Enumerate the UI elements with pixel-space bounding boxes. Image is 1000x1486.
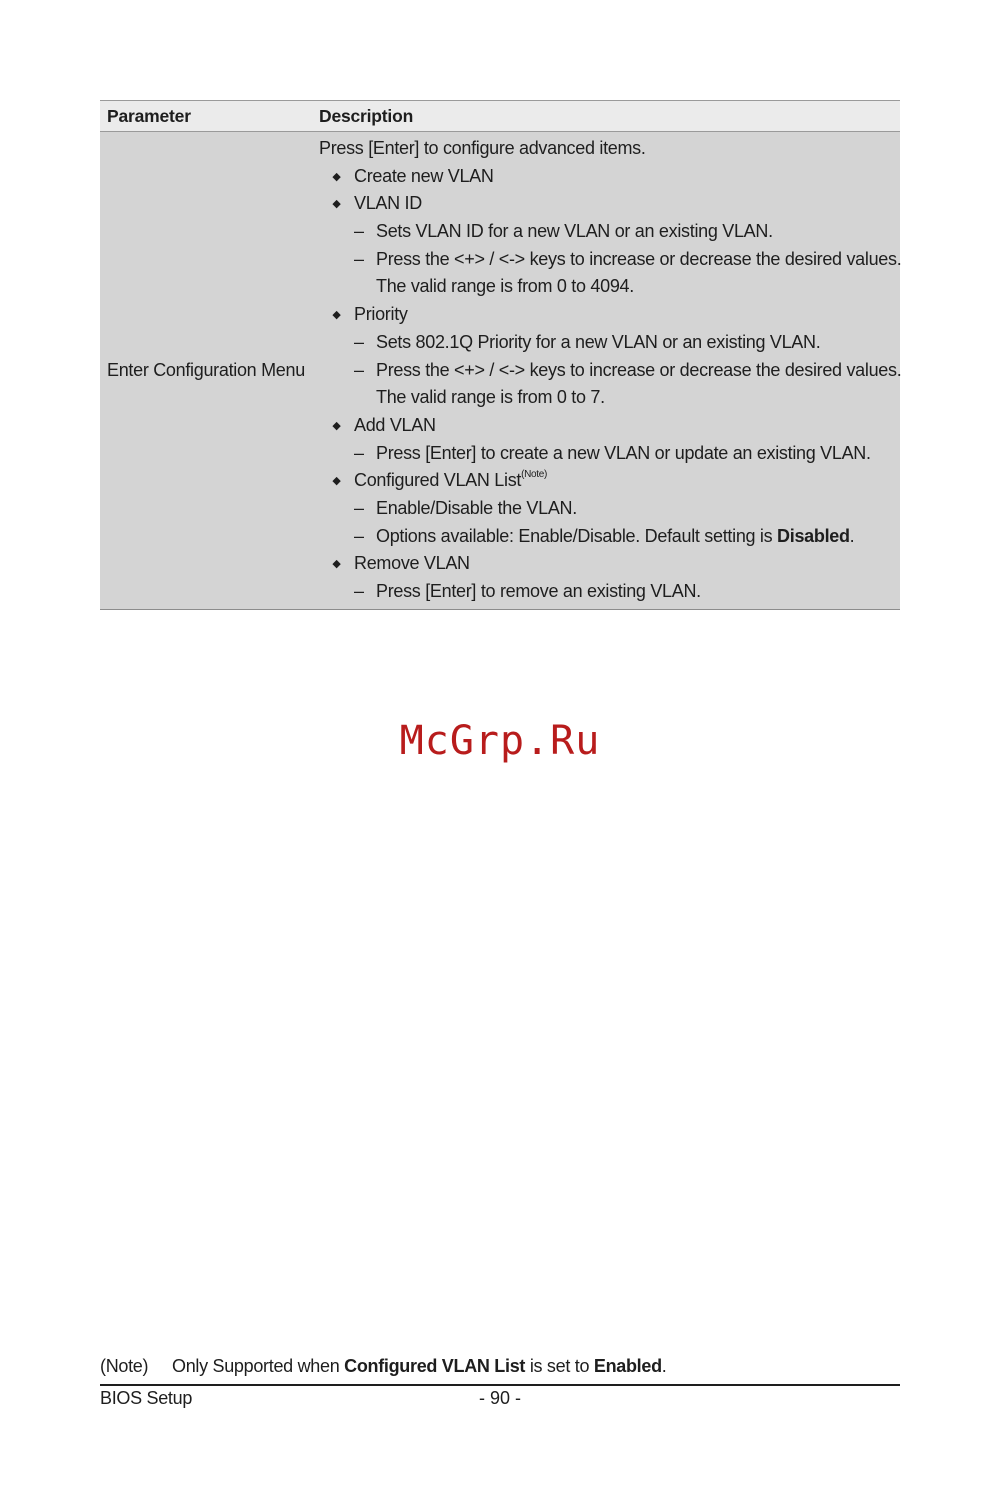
bullet-item	[319, 301, 900, 329]
dash-marker: –	[354, 525, 364, 546]
diamond-bullet-icon: ◆	[332, 309, 341, 322]
watermark: McGrp.Ru	[399, 718, 601, 764]
default-value: Disabled	[777, 525, 850, 546]
parameter-table	[100, 100, 900, 610]
footnote-text: .	[661, 1356, 667, 1376]
sub-text: Sets 802.1Q Priority for a new VLAN or an existing VLAN.	[376, 331, 821, 352]
sub-text: Press the <+> / <-> keys to increase or decrease the desired values.	[376, 248, 902, 269]
sub-text: Press [Enter] to remove an existing VLAN.	[376, 581, 701, 601]
diamond-bullet-icon: ◆	[332, 558, 341, 571]
diamond-bullet-icon: ◆	[332, 419, 341, 432]
footnote-bold: Enabled	[593, 1356, 662, 1376]
bullet-item	[319, 190, 900, 218]
sub-text: Enable/Disable the VLAN.	[376, 497, 577, 518]
sub-text: Press [Enter] to create a new VLAN or update an existing VLAN.	[376, 442, 871, 463]
parameter-name: Enter Configuration Menu	[100, 132, 312, 610]
header-description: Description	[312, 101, 900, 132]
footnote-text: Only Supported when	[172, 1356, 345, 1376]
sub-item	[319, 357, 900, 385]
sub-item	[319, 246, 900, 274]
dash-marker: –	[354, 581, 364, 601]
table-header-row	[100, 101, 900, 132]
sub-item	[319, 218, 900, 246]
dash-marker: –	[354, 248, 364, 269]
footer-section-title: BIOS Setup	[100, 1388, 193, 1408]
dash-marker: –	[354, 331, 364, 352]
note-superscript: (Note)	[521, 469, 548, 481]
footnote-bold: Configured VLAN List	[344, 1356, 526, 1376]
sub-text: Options available: Enable/Disable. Default setting is	[376, 525, 778, 546]
dash-marker: –	[354, 442, 364, 463]
bullet-item	[319, 412, 900, 440]
description-intro: Press [Enter] to configure advanced items.	[319, 138, 646, 158]
bullet-text: VLAN ID	[354, 193, 422, 214]
footnote-tag: (Note)	[100, 1356, 149, 1376]
bullet-item	[319, 163, 900, 191]
bullet-text: Priority	[354, 304, 408, 325]
dash-marker: –	[354, 359, 364, 380]
sub-item	[319, 578, 900, 606]
bullet-text: Create new VLAN	[354, 165, 494, 186]
sub-text-continued: The valid range is from 0 to 4094.	[376, 276, 634, 297]
sub-text-continued: The valid range is from 0 to 7.	[376, 387, 605, 408]
diamond-bullet-icon: ◆	[332, 475, 341, 488]
sub-text-end: .	[849, 525, 855, 546]
sub-item	[319, 495, 900, 523]
footnote-text: is set to	[525, 1356, 594, 1376]
diamond-bullet-icon: ◆	[332, 170, 341, 183]
footnote	[100, 1356, 666, 1377]
bullet-text: Configured VLAN List	[354, 470, 522, 491]
footer-divider	[100, 1384, 900, 1386]
description-cell	[312, 132, 900, 610]
sub-item	[319, 329, 900, 357]
bullet-text: Add VLAN	[354, 414, 436, 435]
bullet-item	[319, 467, 900, 495]
sub-item	[319, 523, 900, 551]
sub-text: Press the <+> / <-> keys to increase or decrease the desired values.	[376, 359, 902, 380]
bullet-item	[319, 550, 900, 578]
table-row	[100, 132, 900, 610]
header-parameter: Parameter	[100, 101, 312, 132]
dash-marker: –	[354, 497, 364, 518]
page-number: - 90 -	[478, 1388, 521, 1408]
dash-marker: –	[354, 221, 364, 242]
sub-item	[319, 440, 900, 468]
sub-text: Sets VLAN ID for a new VLAN or an existing VLAN.	[376, 221, 773, 242]
bullet-text: Remove VLAN	[354, 553, 470, 574]
diamond-bullet-icon: ◆	[332, 198, 341, 211]
